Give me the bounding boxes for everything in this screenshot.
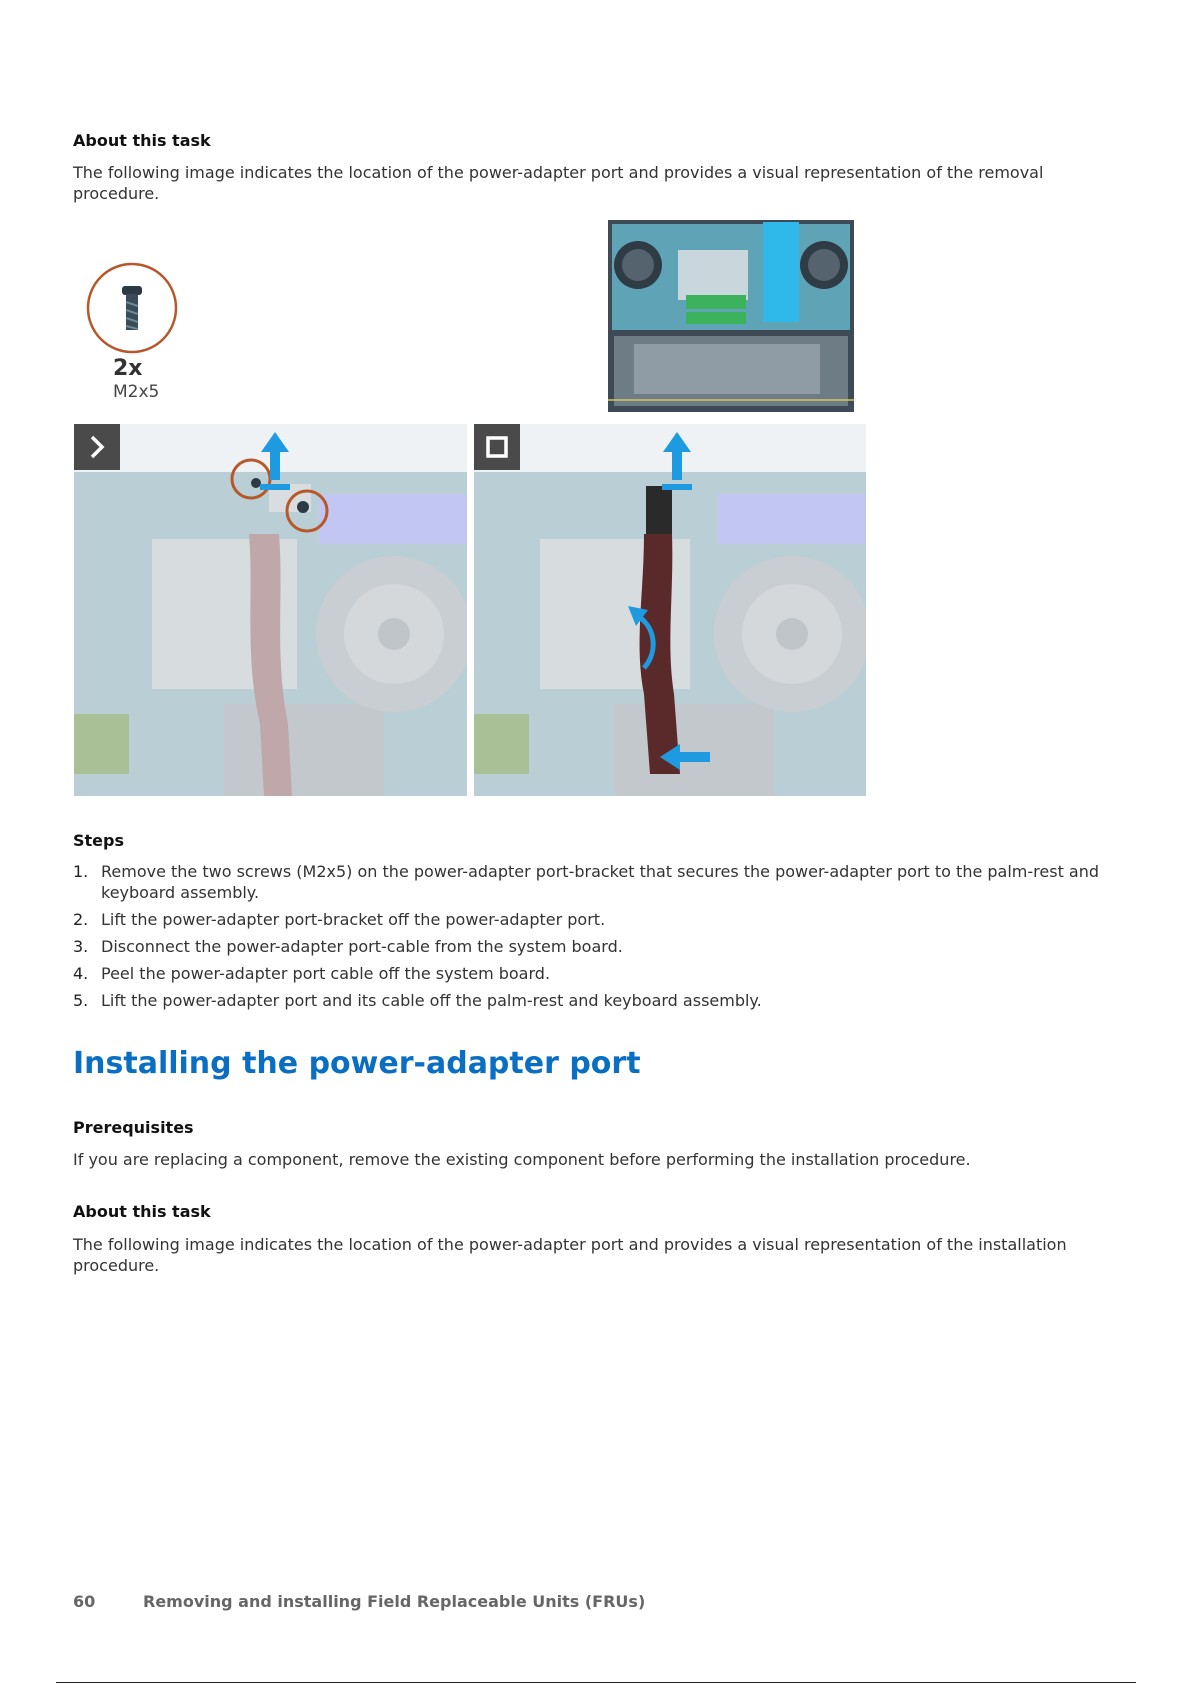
steps-heading: Steps [73,831,124,850]
step-text: Lift the power-adapter port-bracket off the power-adapter port. [101,910,606,929]
laptop-overview-image [608,220,854,412]
step-item [73,990,1113,1011]
about-task-text: The following image indicates the location of the power-adapter port and provides a visual representation of the installation procedure. [73,1235,1067,1275]
step2-image-panel [474,424,866,796]
square-stop-icon [474,424,520,470]
steps-list [73,861,1113,1017]
page-number: 60 [73,1592,96,1611]
about-task-text: The following image indicates the location of the power-adapter port and provides a visual representation of the removal procedure. [73,163,1044,203]
step-number: 1. [73,862,89,881]
about-task-heading: About this task [73,1202,211,1221]
step-item [73,861,1113,903]
step-text: Disconnect the power-adapter port-cable from the system board. [101,937,623,956]
step-item [73,936,1113,957]
prerequisites-text: If you are replacing a component, remove the existing component before performing the installation procedure. [73,1150,971,1169]
step1-image-panel [74,424,467,796]
step-item [73,963,1113,984]
step-number: 3. [73,937,89,956]
about-task-heading: About this task [73,131,211,150]
screw-legend-icon [86,262,178,354]
step-number: 2. [73,910,89,929]
step1-badge [74,424,120,470]
step-text: Peel the power-adapter port cable off the system board. [101,964,551,983]
lift-arrow-icon [662,432,692,492]
screw-count: 2x [113,356,143,381]
screw-callout-circle-2 [284,488,330,534]
step2-badge [474,424,520,470]
screw-type: M2x5 [113,382,160,402]
chapter-title: Removing and installing Field Replaceable Units (FRUs) [143,1592,646,1611]
step-text: Remove the two screws (M2x5) on the power-adapter port-bracket that secures the power-adapter port to the palm-rest and keyboard assembly. [101,862,1100,902]
section-title: Installing the power-adapter port [73,1046,641,1081]
footer-rule [56,1682,1136,1683]
chevron-right-icon [74,424,120,470]
prerequisites-heading: Prerequisites [73,1118,194,1137]
step-number: 4. [73,964,89,983]
step-number: 5. [73,991,89,1010]
peel-arrow-icon [624,602,664,672]
step-item [73,909,1113,930]
step-text: Lift the power-adapter port and its cable off the palm-rest and keyboard assembly. [101,991,762,1010]
disconnect-arrow-icon [660,742,712,772]
lift-arrow-icon [260,432,290,492]
